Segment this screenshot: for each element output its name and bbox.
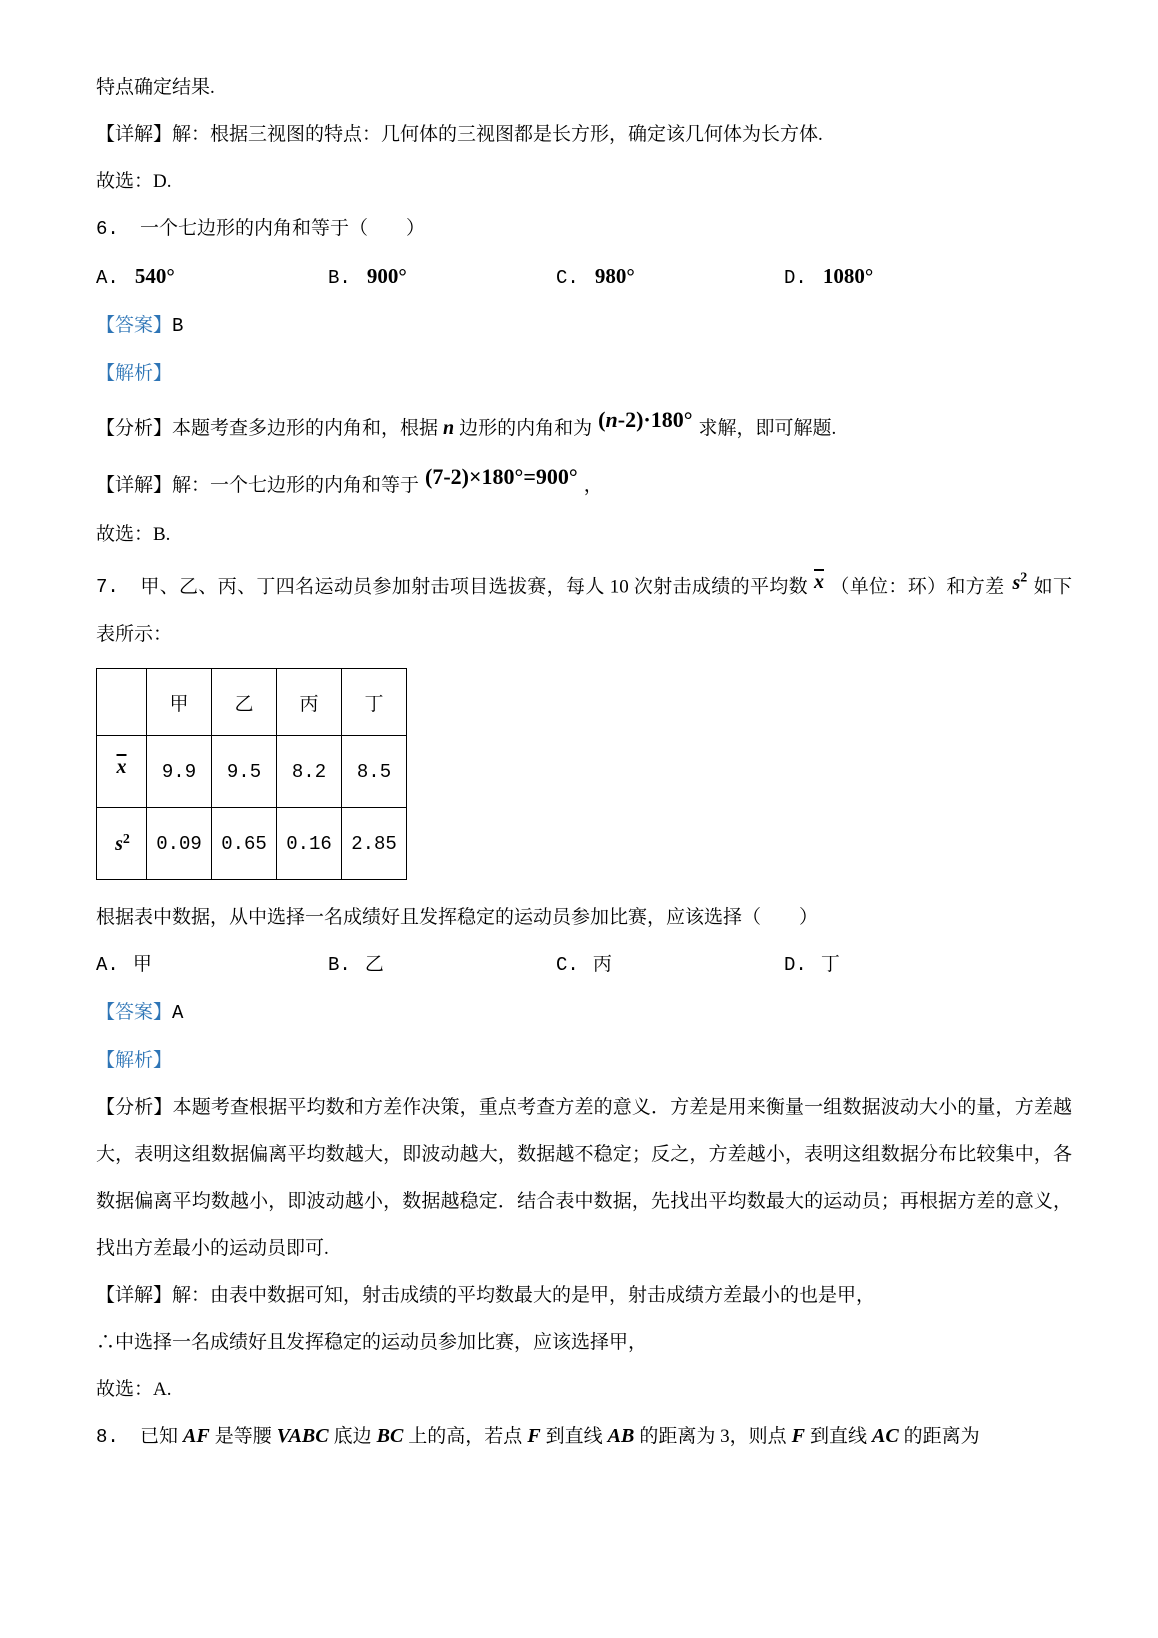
q7-stem-post: 如下表所示： (96, 576, 1072, 646)
stats-table-mean-row (97, 736, 407, 808)
q6-analysis-mid: 边形的内角和为 (459, 418, 593, 439)
q7-option-a (96, 941, 328, 989)
q5-detail-line (96, 111, 1072, 158)
q8-text-6: 的距离为 3，则点 (639, 1426, 787, 1448)
q8-math-af: AF (183, 1425, 210, 1448)
q7-option-b-value: 乙 (364, 954, 384, 976)
q7-stem (96, 558, 1072, 658)
q7-option-d (784, 941, 1072, 989)
q6-detail-post: ， (583, 475, 603, 496)
q5-choice-line: 故选：D. (96, 171, 172, 192)
q6-analysis-label: 【分析】 (96, 418, 173, 439)
q8-stem (96, 1413, 1072, 1461)
q6-option-c (556, 253, 784, 302)
q8-math-ab: AB (607, 1425, 635, 1448)
q8-number: 8. (96, 1426, 119, 1449)
q7-option-d-value: 丁 (820, 954, 840, 976)
q6-stem (96, 205, 1072, 253)
stats-table-header-bing: 丙 (277, 669, 342, 736)
q7-answer-value: A (172, 1002, 184, 1025)
q8-math-bc: BC (376, 1425, 404, 1448)
q7-analysis-paragraph (96, 1084, 1072, 1272)
q6-option-a-letter: A. (96, 267, 119, 289)
q7-number: 7. (96, 576, 119, 599)
q7-xbar-symbol: $\overline{x}$ (814, 571, 824, 594)
q8-text-8: 的距离为 (903, 1426, 980, 1448)
stats-table-header-ding: 丁 (342, 669, 407, 736)
q7-s-sup: 2 (1020, 571, 1028, 586)
variance-yi: 0.65 (212, 808, 277, 880)
q7-choice-line: 故选：A. (96, 1379, 172, 1401)
xbar-symbol: $\overline{x}$ (116, 756, 127, 779)
intro-line: 特点确定结果. (96, 77, 215, 98)
q7-answer-line (96, 989, 1072, 1037)
q8-math-f2: F (791, 1425, 805, 1448)
q8-text-3: 底边 (333, 1426, 372, 1448)
q6-analysis-line (96, 397, 1072, 454)
variance-bing: 0.16 (277, 808, 342, 880)
stats-table-header-jia: 甲 (147, 669, 212, 736)
q6-option-c-letter: C. (556, 267, 579, 289)
q7-stem-pre: 甲、乙、丙、丁四名运动员参加射击项目选拔赛，每人 10 次射击成绩的平均数 (140, 576, 808, 598)
q6-analysis-post: 求解，即可解题. (698, 418, 837, 439)
q6-formula-open: ( (598, 407, 606, 432)
q6-answer-label: 【答案】 (96, 315, 173, 336)
q7-detail-label: 【详解】 (96, 1285, 173, 1307)
q6-formula-interior-angles (598, 407, 692, 432)
stats-table (96, 668, 407, 880)
q7-detail-text: 解：由表中数据可知，射击成绩的平均数最大的是甲，射击成绩方差最小的也是甲， (172, 1285, 876, 1307)
variance-symbol-sup: 2 (122, 831, 130, 847)
variance-jia: 0.09 (147, 808, 212, 880)
mean-bing: 8.2 (277, 736, 342, 808)
stats-table-header-yi: 乙 (212, 669, 277, 736)
q6-analysis-header-label: 【解析】 (96, 363, 173, 384)
q6-formula-var: n (605, 407, 618, 432)
q7-variance-symbol (1010, 573, 1027, 594)
q7-option-b (328, 941, 556, 989)
q8-math-triangle-abc: VABC (276, 1425, 329, 1448)
q7-detail-line (96, 1272, 1072, 1319)
q6-option-a (96, 253, 328, 302)
q7-analysis-header (96, 1037, 1072, 1084)
q7-option-a-value: 甲 (132, 954, 152, 976)
q6-option-d-value: 1080° (822, 264, 874, 288)
q8-text-2: 是等腰 (214, 1426, 272, 1448)
q6-analysis-pre: 本题考查多边形的内角和，根据 (172, 418, 439, 439)
q6-option-b (328, 253, 556, 302)
q5-detail-text: 解：根据三视图的特点：几何体的三视图都是长方形，确定该几何体为长方体. (172, 124, 823, 145)
mean-jia: 9.9 (147, 736, 212, 808)
q7-option-d-letter: D. (784, 954, 807, 977)
stats-table-variance-label-cell (97, 808, 147, 880)
q6-option-b-value: 900° (366, 264, 407, 288)
q6-option-b-letter: B. (328, 267, 351, 289)
q7-options (96, 941, 1072, 989)
variance-ding: 2.85 (342, 808, 407, 880)
q5-detail-label: 【详解】 (96, 124, 173, 145)
q8-math-ac: AC (871, 1425, 899, 1448)
stats-table-variance-row (97, 808, 407, 880)
q6-options (96, 253, 1072, 302)
stats-table-corner-cell (97, 669, 147, 736)
variance-symbol: s (115, 832, 123, 855)
q7-therefore-line: ∴中选择一名成绩好且发挥稳定的运动员参加比赛，应该选择甲， (96, 1332, 648, 1354)
q6-detail-label: 【详解】 (96, 475, 173, 496)
q7-analysis-text: 本题考查根据平均数和方差作决策，重点考查方差的意义．方差是用来衡量一组数据波动大小的量，方差越大，表明这组数据偏离平均数越大，即波动越大，数据越不稳定；反之，方差越小，表明这组数据分布比较集中，各数据偏离平均数越小，即波动越小，数据越稳定．结合表中数据，先找出平均数最大的运动员；再根据方差的意义，找出方差最小的运动员即可. (96, 1097, 1072, 1260)
q6-analysis-header (96, 350, 1072, 397)
q7-option-c (556, 941, 784, 989)
q6-var-n: n (443, 417, 455, 439)
q7-analysis-header-label: 【解析】 (96, 1050, 173, 1072)
q6-choice-line: 故选：B. (96, 524, 171, 545)
q6-option-d (784, 253, 1072, 302)
q6-option-a-value: 540° (134, 264, 175, 288)
mean-yi: 9.5 (212, 736, 277, 808)
stats-table-header-row (97, 669, 407, 736)
q6-answer-line (96, 302, 1072, 350)
stats-table-mean-label-cell (97, 736, 147, 808)
q7-answer-label: 【答案】 (96, 1002, 173, 1024)
q8-text-7: 到直线 (809, 1426, 867, 1448)
q6-number: 6. (96, 218, 119, 240)
q7-option-c-value: 丙 (592, 954, 612, 976)
q8-text-5: 到直线 (545, 1426, 603, 1448)
q7-question-line: 根据表中数据，从中选择一名成绩好且发挥稳定的运动员参加比赛，应该选择（ ） (96, 907, 819, 929)
q6-detail-line (96, 454, 1072, 511)
q6-option-d-letter: D. (784, 267, 807, 289)
q7-stem-mid: （单位：环）和方差 (830, 576, 1005, 598)
q6-detail-pre: 解：一个七边形的内角和等于 (172, 475, 420, 496)
q8-text-4: 上的高，若点 (408, 1426, 523, 1448)
q7-option-b-letter: B. (328, 954, 351, 977)
q6-answer-value: B (172, 315, 184, 337)
mean-ding: 8.5 (342, 736, 407, 808)
q8-math-f1: F (527, 1425, 541, 1448)
q6-stem-text: 一个七边形的内角和等于（ ） (140, 218, 426, 239)
q6-option-c-value: 980° (594, 264, 635, 288)
q7-analysis-label: 【分析】 (96, 1097, 173, 1119)
q7-s-var: s (1012, 572, 1021, 595)
q6-formula-computation: (7-2)×180°=900° (425, 464, 578, 489)
q6-formula-rest: -2)·180° (617, 407, 693, 432)
q7-option-c-letter: C. (556, 954, 579, 977)
q8-text-1: 已知 (140, 1426, 179, 1448)
q7-option-a-letter: A. (96, 954, 119, 977)
